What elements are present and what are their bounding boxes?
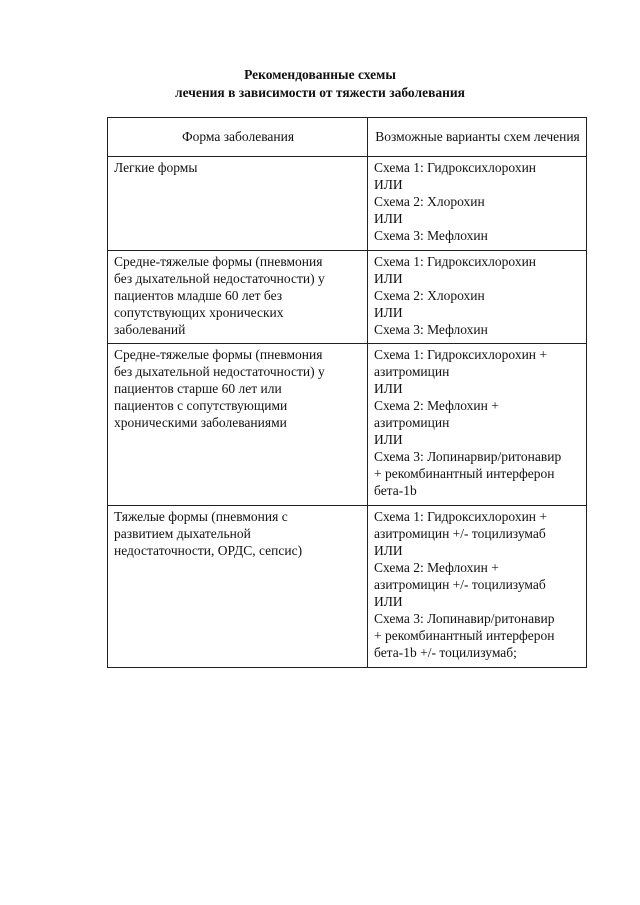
header-disease-form: Форма заболевания [108, 118, 368, 157]
table-header-row [108, 118, 587, 157]
cell-line: ИЛИ [374, 177, 403, 192]
schemes-cell [368, 251, 587, 344]
cell-line: бета-1b [374, 483, 417, 498]
document-title [0, 66, 640, 102]
schemes-cell [368, 157, 587, 251]
cell-line: азитромицин [374, 364, 450, 379]
cell-line: ИЛИ [374, 432, 403, 447]
cell-line: недостаточности, ОРДС, сепсис) [114, 543, 303, 558]
cell-line: ИЛИ [374, 305, 403, 320]
table-row [108, 506, 587, 668]
cell-line: Схема 3: Лопинавир/ритонавир [374, 611, 555, 626]
cell-line: без дыхательной недостаточности) у [114, 271, 325, 286]
cell-line: пациентов старше 60 лет или [114, 381, 282, 396]
title-line-1: Рекомендованные схемы [244, 67, 396, 82]
table-row [108, 344, 587, 506]
cell-line: развитием дыхательной [114, 526, 251, 541]
schemes-cell [368, 506, 587, 668]
cell-line: Схема 2: Мефлохин + [374, 560, 499, 575]
cell-line: бета-1b +/- тоцилизумаб; [374, 645, 517, 660]
cell-line: + рекомбинантный интерферон [374, 466, 555, 481]
cell-line: ИЛИ [374, 381, 403, 396]
cell-line: Средне-тяжелые формы (пневмония [114, 254, 323, 269]
cell-line: ИЛИ [374, 594, 403, 609]
cell-line: пациентов младше 60 лет без [114, 288, 283, 303]
cell-line: Схема 3: Лопинарвир/ритонавир [374, 449, 562, 464]
cell-line: Схема 2: Мефлохин + [374, 398, 499, 413]
cell-line: азитромицин +/- тоцилизумаб [374, 526, 546, 541]
cell-line: сопутствующих хронических [114, 305, 284, 320]
cell-line: азитромицин [374, 415, 450, 430]
disease-form-cell [108, 506, 368, 668]
cell-line: Схема 1: Гидроксихлорохин [374, 254, 537, 269]
cell-line: Схема 2: Хлорохин [374, 288, 485, 303]
cell-line: ИЛИ [374, 271, 403, 286]
header-treatment-options: Возможные варианты схем лечения [368, 118, 587, 157]
cell-line: Схема 1: Гидроксихлорохин + [374, 347, 548, 362]
cell-line: азитромицин +/- тоцилизумаб [374, 577, 546, 592]
disease-form-cell [108, 251, 368, 344]
cell-line: Схема 2: Хлорохин [374, 194, 485, 209]
cell-line: Схема 3: Мефлохин [374, 322, 488, 337]
cell-line: пациентов с сопутствующими [114, 398, 288, 413]
cell-line: ИЛИ [374, 543, 403, 558]
cell-line: Тяжелые формы (пневмония с [114, 509, 288, 524]
table-row [108, 157, 587, 251]
cell-line: заболеваний [114, 322, 186, 337]
disease-form-cell [108, 344, 368, 506]
schemes-cell [368, 344, 587, 506]
table-row [108, 251, 587, 344]
cell-line: Схема 1: Гидроксихлорохин + [374, 509, 548, 524]
cell-line: хроническими заболеваниями [114, 415, 287, 430]
treatment-schemes-table [107, 117, 587, 668]
disease-form-cell [108, 157, 368, 251]
cell-line: Схема 3: Мефлохин [374, 228, 488, 243]
cell-line: ИЛИ [374, 211, 403, 226]
cell-line: Легкие формы [114, 160, 198, 175]
cell-line: + рекомбинантный интерферон [374, 628, 555, 643]
cell-line: без дыхательной недостаточности) у [114, 364, 325, 379]
cell-line: Схема 1: Гидроксихлорохин [374, 160, 537, 175]
title-line-2: лечения в зависимости от тяжести заболевания [175, 85, 465, 100]
cell-line: Средне-тяжелые формы (пневмония [114, 347, 323, 362]
